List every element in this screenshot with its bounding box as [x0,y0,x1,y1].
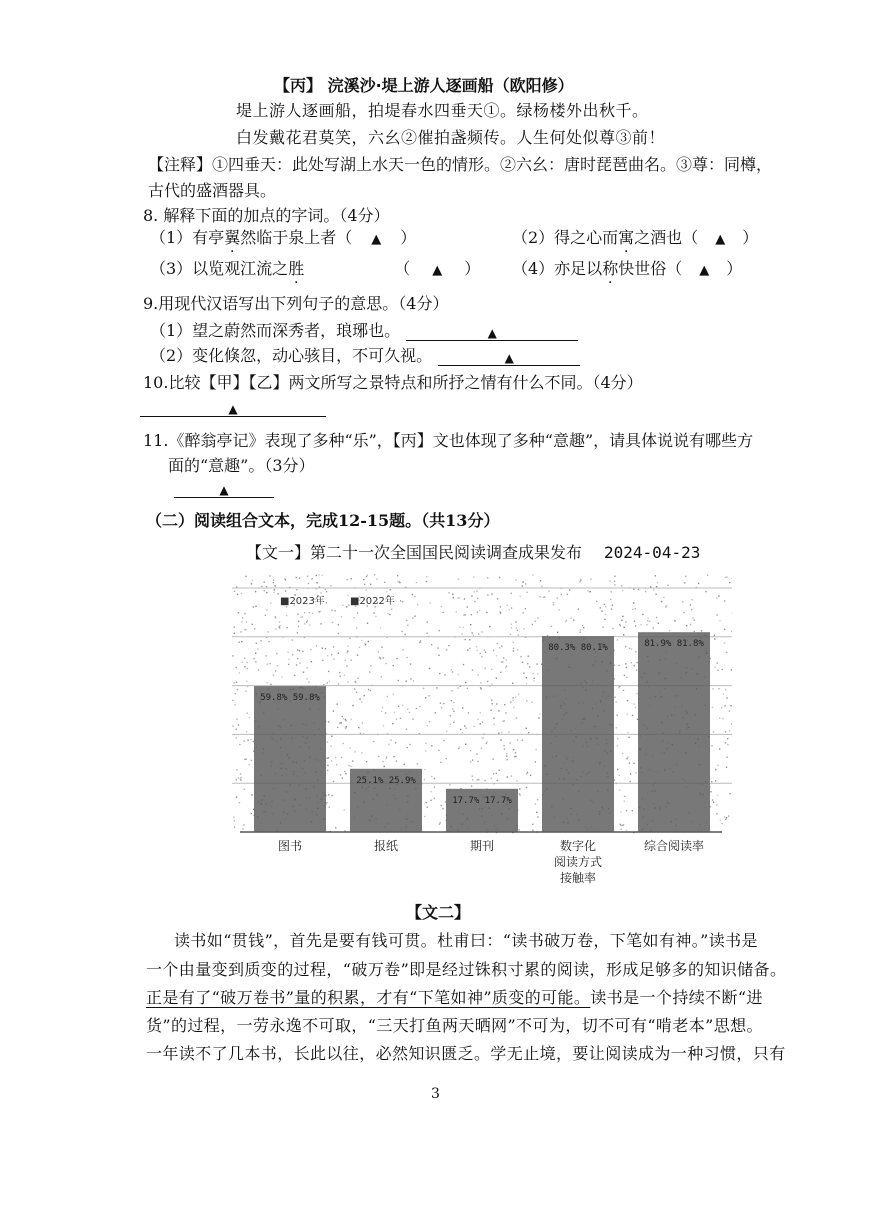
wen2-line-4: 货”的过程，一劳永逸不可取，“三天打鱼两天晒网”不可为，切不可有“啃老本”思想。 [146,1016,763,1035]
chart-legend-2022: ■2022年 [350,596,395,607]
chart-bar [638,632,710,832]
chart-category-label: 综合阅读率 [643,839,705,853]
reading-survey-bar-chart [232,574,732,892]
poem-line-1: 堤上游人逐画船，拍堤春水四垂天①。绿杨楼外出秋千。 [236,101,649,120]
wen2-underlined-sentence: 正是有了“破万卷书”量的积累，才有“下笔如神”质变的可能。 [146,988,591,1007]
q9-answer-line-2[interactable]: ▲ [438,351,580,366]
wen2-title: 【文二】 [406,903,471,922]
poem-notes-line-2: 古代的盛酒器具。 [148,181,277,200]
wen2-line-1: 读书如“贯钱”，首先是要有钱可贯。杜甫曰：“读书破万卷，下笔如有神。”读书是 [174,931,758,950]
chart-category-label: 期刊 [469,839,495,853]
q8-item-2: （2）得之心而寓之酒也（ ▲ ） [512,228,758,250]
section-2-heading: （二）阅读组合文本，完成12-15题。（共13分） [146,511,500,530]
chart-data-label: 17.7% 17.7% [452,795,512,806]
q8-item-1: （1）有亭翼然临于泉上者（ ▲ ） [150,228,416,250]
poem-line-2: 白发戴花君莫笑，六幺②催拍盏频传。人生何处似尊③前！ [236,128,666,147]
q11-line-2: 面的“意趣”。（3分） [168,456,315,475]
chart-data-label: 59.8% 59.8% [260,693,320,704]
page-number: 3 [431,1086,440,1102]
q8-item-2-answer[interactable]: ▲ [715,232,726,247]
q9-sentence-1: （1）望之蔚然而深秀者，琅琊也。 ▲ [150,321,578,341]
wen2-line-5: 一年读不了几本书，长此以往，必然知识匮乏。学无止境，要让阅读成为一种习惯，只有 [146,1044,786,1063]
q10-answer-line[interactable]: ▲ [140,402,326,417]
poem-notes-line-1: 【注释】①四垂天：此处写湖上水天一色的情形。②六幺：唐时琵琶曲名。③尊：同樽， [148,155,773,174]
chart-data-label: 80.3% 80.1% [548,643,608,654]
chart-category-label: 报纸 [373,839,399,853]
wen2-line-3: 正是有了“破万卷书”量的积累，才有“下笔如神”质变的可能。读书是一个持续不断“进 [146,988,763,1007]
q8-item-3-answer[interactable]: ▲ [432,263,443,278]
q8-item-4: （4）亦足以称快世俗（ ▲ ） [512,259,742,281]
q8-item-1-answer[interactable]: ▲ [371,232,382,247]
q9-answer-line-1[interactable]: ▲ [406,326,578,341]
q11-line-1: 11.《醉翁亭记》表现了多种“乐”，【丙】文也体现了多种“意趣”，请具体说说有哪些方 [143,431,754,450]
wen1-title: 【文一】第二十一次全国国民阅读调查成果发布 2024-04-23 [246,543,701,562]
wen2-line-2: 一个由量变到质变的过程，“破万卷”即是经过铢积寸累的阅读，形成足够多的知识储备。 [146,960,787,979]
q10-stem: 10.比较【甲】【乙】两文所写之景特点和所抒之情有什么不同。（4分） [143,373,643,392]
q9-stem: 9.用现代汉语写出下列句子的意思。（4分） [143,294,449,313]
chart-bar [254,686,326,832]
q11-answer-line[interactable]: ▲ [174,483,274,498]
q9-sentence-2: （2）变化倏忽，动心骇目，不可久视。 ▲ [150,346,580,366]
chart-data-label: 25.1% 25.9% [356,775,416,786]
chart-category-label: 阅读方式 [553,855,603,869]
chart-category-label: 图书 [277,839,303,853]
reading-survey-chart [232,574,732,892]
chart-category-label: 数字化 [559,839,597,853]
chart-legend-2023: ■2023年 [280,596,325,607]
q8-item-4-answer[interactable]: ▲ [699,263,710,278]
chart-category-label: 接触率 [559,871,597,885]
poem-heading: 【丙】 浣溪沙·堤上游人逐画船（欧阳修） [274,76,574,95]
chart-data-label: 81.9% 81.8% [644,639,704,650]
q8-item-3: （3）以览观江流之胜 （ ▲ ） [150,259,480,281]
q8-stem: 8. 解释下面的加点的字词。（4分） [143,206,390,225]
chart-bar [542,636,614,832]
